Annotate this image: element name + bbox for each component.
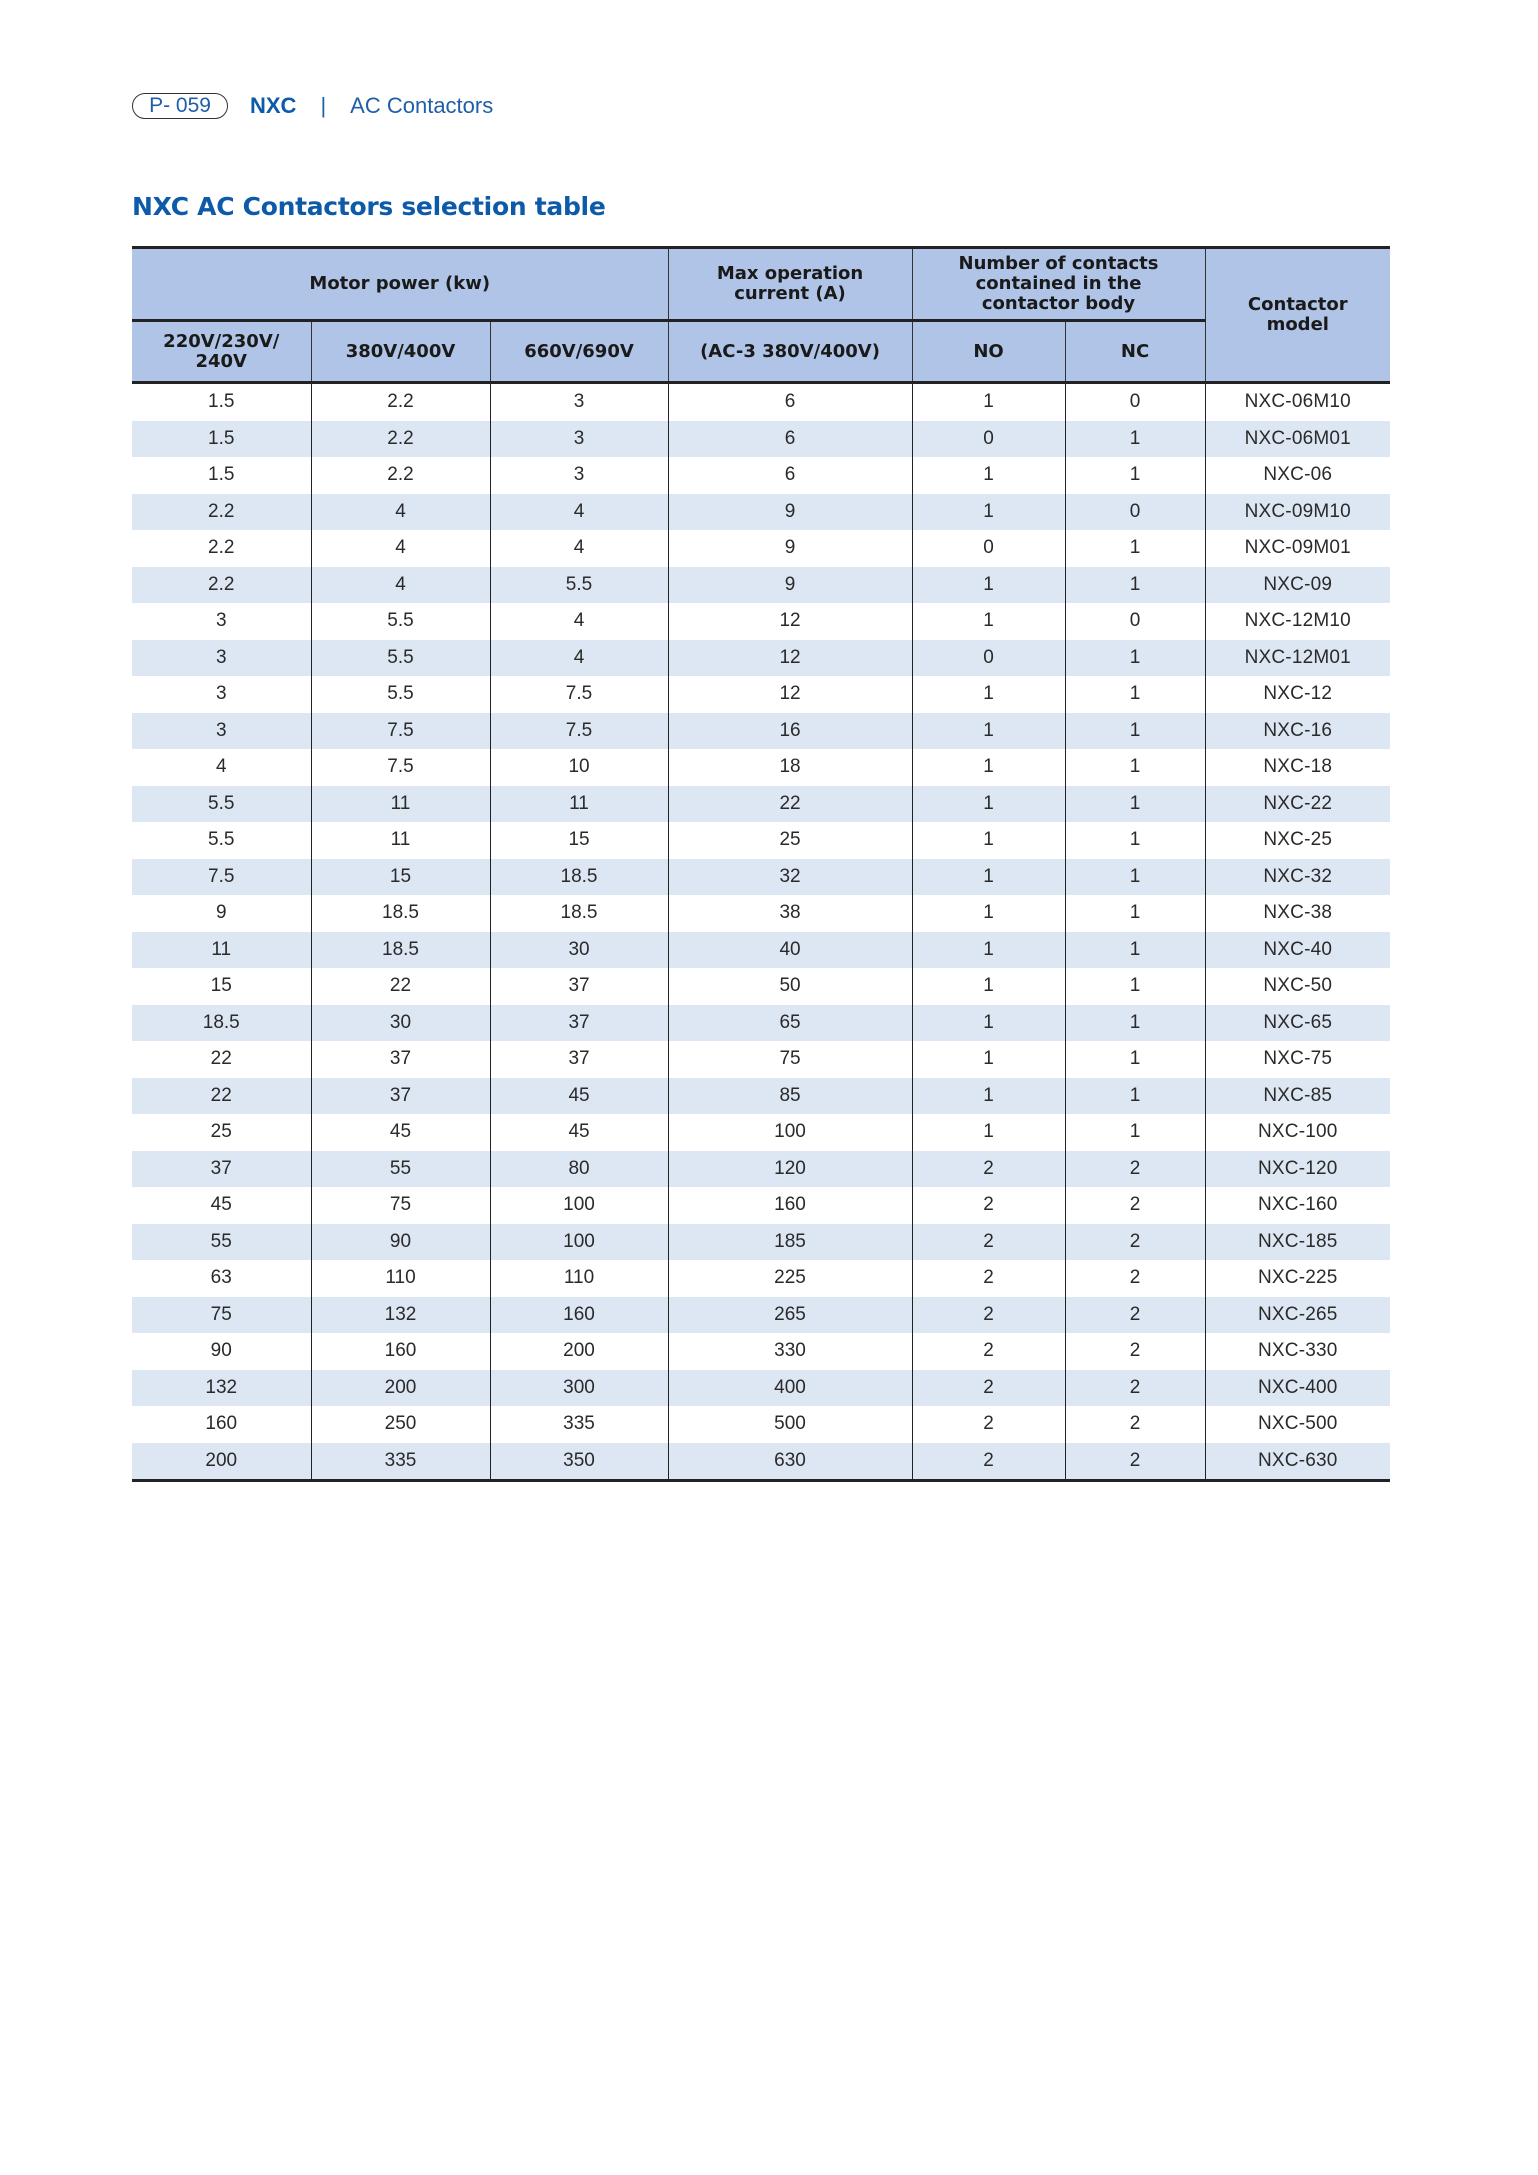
cell-nc: 2: [1065, 1406, 1205, 1443]
cell-660v: 4: [490, 603, 668, 640]
cell-model: NXC-160: [1205, 1187, 1390, 1224]
table-row: [132, 567, 1390, 604]
cell-660v: 30: [490, 932, 668, 969]
cell-660v: 45: [490, 1078, 668, 1115]
table-row: [132, 1078, 1390, 1115]
cell-380v: 5.5: [311, 640, 490, 677]
cell-660v: 3: [490, 457, 668, 494]
cell-no: 2: [912, 1260, 1065, 1297]
cell-660v: 3: [490, 421, 668, 458]
cell-380v: 5.5: [311, 676, 490, 713]
cell-no: 2: [912, 1443, 1065, 1481]
cell-model: NXC-630: [1205, 1443, 1390, 1481]
cell-380v: 11: [311, 786, 490, 823]
cell-660v: 37: [490, 1005, 668, 1042]
cell-no: 1: [912, 968, 1065, 1005]
cell-nc: 2: [1065, 1187, 1205, 1224]
cell-380v: 55: [311, 1151, 490, 1188]
table-row: [132, 676, 1390, 713]
cell-max-current: 38: [668, 895, 912, 932]
cell-model: NXC-16: [1205, 713, 1390, 750]
table-row: [132, 1151, 1390, 1188]
cell-220v: 55: [132, 1224, 311, 1261]
table-row: [132, 1187, 1390, 1224]
cell-380v: 22: [311, 968, 490, 1005]
cell-model: NXC-12M10: [1205, 603, 1390, 640]
cell-max-current: 160: [668, 1187, 912, 1224]
header-220v: [132, 321, 311, 383]
cell-nc: 1: [1065, 1078, 1205, 1115]
cell-660v: 80: [490, 1151, 668, 1188]
cell-220v: 75: [132, 1297, 311, 1334]
cell-no: 0: [912, 421, 1065, 458]
cell-660v: 350: [490, 1443, 668, 1481]
cell-220v: 45: [210, 1194, 232, 1216]
page-header: [132, 92, 493, 120]
cell-no: 1: [912, 749, 1065, 786]
cell-model: NXC-265: [1205, 1297, 1390, 1334]
cell-380v: 37: [311, 1041, 490, 1078]
cell-model: NXC-12M01: [1205, 640, 1390, 677]
cell-max-current: 6: [668, 457, 912, 494]
cell-model: NXC-22: [1205, 786, 1390, 823]
cell-max-current: 225: [668, 1260, 912, 1297]
header-220v-label: 220V/230V/ 240V: [163, 330, 280, 372]
header-nc: NC: [1065, 321, 1205, 383]
table-row: [132, 786, 1390, 823]
cell-model: NXC-400: [1205, 1370, 1390, 1407]
cell-660v: 45: [490, 1114, 668, 1151]
cell-220v: 3: [215, 683, 227, 705]
cell-no: 1: [912, 932, 1065, 969]
header-contactor-model-label: Contactor model: [1247, 294, 1348, 335]
cell-nc: 1: [1065, 676, 1205, 713]
cell-nc: 1: [1065, 786, 1205, 823]
cell-380v: 45: [311, 1114, 490, 1151]
cell-nc: 2: [1065, 1333, 1205, 1370]
cell-nc: 2: [1065, 1151, 1205, 1188]
cell-model: NXC-75: [1205, 1041, 1390, 1078]
cell-660v: 7.5: [490, 676, 668, 713]
cell-model: NXC-38: [1205, 895, 1390, 932]
cell-380v: 75: [311, 1187, 490, 1224]
table-row: [132, 859, 1390, 896]
table-row: [132, 603, 1390, 640]
cell-max-current: 65: [668, 1005, 912, 1042]
cell-660v: 110: [490, 1260, 668, 1297]
cell-380v: 15: [311, 859, 490, 896]
cell-220v: 37: [132, 1151, 311, 1188]
cell-no: 2: [912, 1406, 1065, 1443]
cell-220v: 63: [210, 1267, 232, 1289]
cell-660v: 335: [490, 1406, 668, 1443]
cell-660v: 3: [490, 383, 668, 421]
table-row: [132, 1041, 1390, 1078]
cell-max-current: 330: [668, 1333, 912, 1370]
cell-no: 1: [912, 494, 1065, 531]
table-row: [132, 1260, 1390, 1297]
table-row: [132, 1370, 1390, 1407]
cell-no: 1: [912, 713, 1065, 750]
cell-380v: 2.2: [311, 457, 490, 494]
cell-no: 1: [912, 676, 1065, 713]
cell-220v: 5.5: [208, 829, 235, 851]
cell-380v: 4: [311, 567, 490, 604]
cell-220v: 5.5: [132, 786, 311, 823]
table-row: [132, 421, 1390, 458]
table-row: [132, 383, 1390, 421]
cell-nc: 1: [1065, 640, 1205, 677]
cell-max-current: 12: [668, 603, 912, 640]
cell-no: 1: [912, 567, 1065, 604]
cell-no: 2: [912, 1187, 1065, 1224]
header-380v: 380V/400V: [311, 321, 490, 383]
cell-max-current: 500: [668, 1406, 912, 1443]
section-name: AC Contactors: [350, 93, 494, 118]
cell-660v: 200: [490, 1333, 668, 1370]
cell-no: 2: [912, 1224, 1065, 1261]
cell-model: NXC-85: [1205, 1078, 1390, 1115]
cell-380v: 37: [311, 1078, 490, 1115]
cell-max-current: 85: [668, 1078, 912, 1115]
cell-model: NXC-65: [1205, 1005, 1390, 1042]
cell-model: NXC-09M01: [1205, 530, 1390, 567]
cell-220v: 4: [215, 756, 227, 778]
table-row: [132, 1114, 1390, 1151]
cell-380v: 18.5: [311, 932, 490, 969]
cell-220v: 1.5: [132, 421, 311, 458]
table-row: [132, 1297, 1390, 1334]
cell-380v: 250: [311, 1406, 490, 1443]
cell-model: NXC-500: [1205, 1406, 1390, 1443]
cell-220v: 18.5: [132, 1005, 311, 1042]
cell-no: 1: [912, 859, 1065, 896]
cell-max-current: 120: [668, 1151, 912, 1188]
cell-220v: 1.5: [208, 391, 235, 413]
table-body: [132, 383, 1390, 1481]
cell-660v: 5.5: [490, 567, 668, 604]
cell-220v: 22: [210, 1048, 232, 1070]
cell-model: NXC-18: [1205, 749, 1390, 786]
header-motor-power: Motor power (kw): [132, 248, 668, 321]
cell-nc: 1: [1065, 749, 1205, 786]
cell-nc: 1: [1065, 932, 1205, 969]
cell-max-current: 12: [668, 676, 912, 713]
table-row: [132, 1406, 1390, 1443]
cell-max-current: 22: [668, 786, 912, 823]
cell-model: NXC-185: [1205, 1224, 1390, 1261]
cell-660v: 100: [490, 1187, 668, 1224]
cell-model: NXC-50: [1205, 968, 1390, 1005]
cell-no: 1: [912, 822, 1065, 859]
cell-660v: 37: [490, 968, 668, 1005]
cell-model: NXC-09M10: [1205, 494, 1390, 531]
cell-380v: 7.5: [311, 749, 490, 786]
cell-model: NXC-225: [1205, 1260, 1390, 1297]
cell-model: NXC-100: [1205, 1114, 1390, 1151]
cell-220v: 15: [210, 975, 232, 997]
cell-220v: 11: [132, 932, 311, 969]
header-separator: |: [320, 93, 327, 118]
cell-no: 1: [912, 1041, 1065, 1078]
header-contactor-model: [1205, 248, 1390, 383]
cell-max-current: 9: [668, 530, 912, 567]
cell-no: 2: [912, 1333, 1065, 1370]
header-contacts: [912, 248, 1205, 321]
brand-name: NXC: [250, 93, 297, 118]
cell-max-current: 185: [668, 1224, 912, 1261]
cell-220v: 2.2: [132, 494, 311, 531]
selection-table: [132, 246, 1390, 1482]
cell-220v: 200: [132, 1443, 311, 1481]
cell-660v: 37: [490, 1041, 668, 1078]
cell-nc: 1: [1065, 421, 1205, 458]
cell-nc: 1: [1065, 1041, 1205, 1078]
cell-max-current: 25: [668, 822, 912, 859]
header-ac3: (AC-3 380V/400V): [668, 321, 912, 383]
cell-max-current: 75: [668, 1041, 912, 1078]
cell-no: 1: [912, 1005, 1065, 1042]
cell-380v: 4: [311, 530, 490, 567]
header-no: NO: [912, 321, 1065, 383]
cell-nc: 1: [1065, 895, 1205, 932]
cell-max-current: 6: [668, 383, 912, 421]
cell-model: NXC-32: [1205, 859, 1390, 896]
cell-nc: 0: [1065, 494, 1205, 531]
cell-380v: 200: [311, 1370, 490, 1407]
cell-nc: 1: [1065, 1114, 1205, 1151]
cell-380v: 160: [311, 1333, 490, 1370]
cell-660v: 4: [490, 640, 668, 677]
cell-model: NXC-09: [1205, 567, 1390, 604]
cell-nc: 1: [1065, 968, 1205, 1005]
cell-no: 1: [912, 1114, 1065, 1151]
table-row: [132, 640, 1390, 677]
cell-380v: 2.2: [311, 421, 490, 458]
cell-model: NXC-06M01: [1205, 421, 1390, 458]
cell-nc: 2: [1065, 1370, 1205, 1407]
cell-nc: 1: [1065, 1005, 1205, 1042]
cell-no: 1: [912, 895, 1065, 932]
cell-max-current: 12: [668, 640, 912, 677]
cell-max-current: 32: [668, 859, 912, 896]
cell-model: NXC-120: [1205, 1151, 1390, 1188]
cell-220v: 90: [210, 1340, 232, 1362]
cell-380v: 335: [311, 1443, 490, 1481]
table-row: [132, 749, 1390, 786]
cell-nc: 1: [1065, 822, 1205, 859]
cell-no: 1: [912, 383, 1065, 421]
cell-no: 2: [912, 1297, 1065, 1334]
cell-max-current: 18: [668, 749, 912, 786]
table-row: [132, 1333, 1390, 1370]
cell-model: NXC-40: [1205, 932, 1390, 969]
cell-max-current: 16: [668, 713, 912, 750]
cell-max-current: 9: [668, 567, 912, 604]
cell-no: 1: [912, 1078, 1065, 1115]
cell-nc: 2: [1065, 1260, 1205, 1297]
cell-model: NXC-12: [1205, 676, 1390, 713]
cell-220v: 3: [132, 640, 311, 677]
table-row: [132, 457, 1390, 494]
table-row: [132, 713, 1390, 750]
cell-220v: 2.2: [132, 567, 311, 604]
cell-220v: 9: [215, 902, 227, 924]
cell-380v: 132: [311, 1297, 490, 1334]
cell-model: NXC-06M10: [1205, 383, 1390, 421]
header-max-current-label: Max operation current (A): [716, 263, 864, 304]
cell-nc: 2: [1065, 1443, 1205, 1481]
cell-no: 2: [912, 1370, 1065, 1407]
cell-model: NXC-06: [1205, 457, 1390, 494]
cell-380v: 90: [311, 1224, 490, 1261]
cell-220v: 25: [210, 1121, 232, 1143]
cell-nc: 1: [1065, 530, 1205, 567]
cell-660v: 160: [490, 1297, 668, 1334]
table-row: [132, 1443, 1390, 1481]
cell-no: 0: [912, 530, 1065, 567]
cell-380v: 30: [311, 1005, 490, 1042]
cell-220v: 1.5: [208, 464, 235, 486]
cell-380v: 7.5: [311, 713, 490, 750]
table-row: [132, 822, 1390, 859]
cell-220v: 7.5: [132, 859, 311, 896]
cell-max-current: 40: [668, 932, 912, 969]
cell-model: NXC-25: [1205, 822, 1390, 859]
cell-660v: 15: [490, 822, 668, 859]
cell-no: 0: [912, 640, 1065, 677]
header-max-current: [668, 248, 912, 321]
cell-660v: 100: [490, 1224, 668, 1261]
cell-no: 1: [912, 457, 1065, 494]
cell-380v: 11: [311, 822, 490, 859]
table-row: [132, 1224, 1390, 1261]
cell-max-current: 265: [668, 1297, 912, 1334]
cell-max-current: 50: [668, 968, 912, 1005]
cell-max-current: 400: [668, 1370, 912, 1407]
cell-660v: 4: [490, 530, 668, 567]
cell-220v: 22: [132, 1078, 311, 1115]
cell-max-current: 6: [668, 421, 912, 458]
cell-nc: 0: [1065, 603, 1205, 640]
cell-max-current: 100: [668, 1114, 912, 1151]
cell-660v: 7.5: [490, 713, 668, 750]
page-number-badge: P- 059: [132, 93, 228, 119]
cell-660v: 11: [490, 786, 668, 823]
cell-nc: 0: [1065, 383, 1205, 421]
cell-nc: 1: [1065, 457, 1205, 494]
header-contacts-label: Number of contacts contained in the contactor body: [958, 253, 1159, 314]
cell-220v: 132: [132, 1370, 311, 1407]
cell-max-current: 9: [668, 494, 912, 531]
cell-660v: 18.5: [490, 895, 668, 932]
cell-660v: 4: [490, 494, 668, 531]
table-row: [132, 530, 1390, 567]
cell-220v: 160: [205, 1413, 238, 1435]
cell-nc: 1: [1065, 859, 1205, 896]
cell-no: 1: [912, 786, 1065, 823]
cell-220v: 2.2: [208, 537, 235, 559]
cell-380v: 4: [311, 494, 490, 531]
cell-660v: 10: [490, 749, 668, 786]
header-660v: 660V/690V: [490, 321, 668, 383]
cell-no: 2: [912, 1151, 1065, 1188]
cell-380v: 2.2: [311, 383, 490, 421]
cell-380v: 110: [311, 1260, 490, 1297]
cell-660v: 18.5: [490, 859, 668, 896]
page-title: NXC AC Contactors selection table: [132, 192, 606, 221]
cell-nc: 1: [1065, 713, 1205, 750]
cell-220v: 3: [215, 610, 227, 632]
cell-nc: 2: [1065, 1297, 1205, 1334]
cell-nc: 2: [1065, 1224, 1205, 1261]
cell-380v: 5.5: [311, 603, 490, 640]
cell-no: 1: [912, 603, 1065, 640]
table-row: [132, 895, 1390, 932]
cell-model: NXC-330: [1205, 1333, 1390, 1370]
table-row: [132, 1005, 1390, 1042]
cell-nc: 1: [1065, 567, 1205, 604]
cell-max-current: 630: [668, 1443, 912, 1481]
cell-660v: 300: [490, 1370, 668, 1407]
table-row: [132, 968, 1390, 1005]
cell-220v: 3: [132, 713, 311, 750]
table-row: [132, 494, 1390, 531]
cell-380v: 18.5: [311, 895, 490, 932]
table-row: [132, 932, 1390, 969]
